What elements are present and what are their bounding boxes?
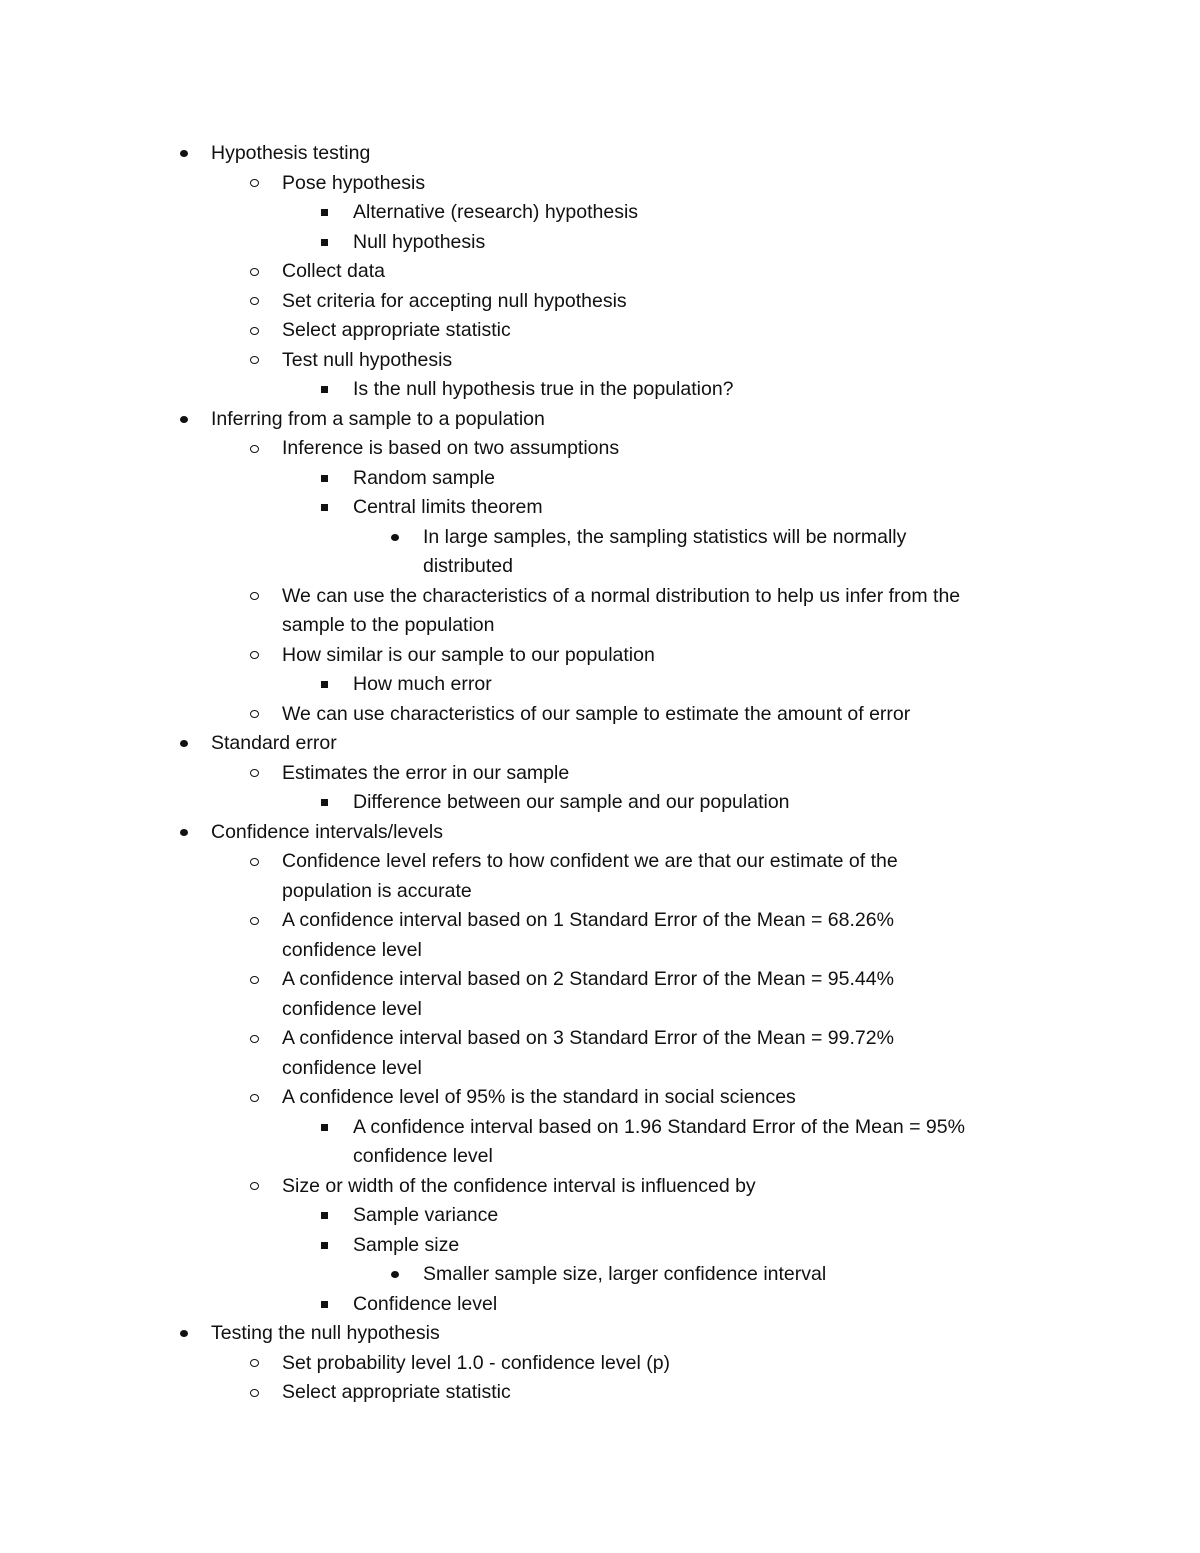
outline-item-level-1 (0, 257, 1200, 287)
outline-item-level-1 (0, 641, 1200, 671)
outline-item-text: Select appropriate statistic (282, 1381, 511, 1403)
document-body (0, 139, 1200, 1408)
outline-item-level-1 (0, 759, 1200, 789)
outline-item-level-0 (0, 818, 1200, 848)
outline-item-text: Confidence intervals/levels (211, 820, 443, 843)
hollow-bullet-icon (248, 1172, 260, 1202)
outline-item-continuation (0, 611, 1200, 641)
outline-item-level-3 (0, 1260, 1200, 1290)
outline-item-text: Confidence level refers to how confident we are that our estimate of the (282, 850, 898, 872)
outline-item-level-1 (0, 316, 1200, 346)
hollow-bullet-icon (248, 965, 260, 995)
hollow-bullet-icon (248, 434, 260, 464)
outline-item-level-1 (0, 169, 1200, 199)
square-bullet-icon (318, 198, 330, 228)
hollow-bullet-icon (248, 582, 260, 612)
outline-item-text: Pose hypothesis (282, 171, 426, 194)
outline-item-level-2 (0, 670, 1200, 700)
outline-item-level-1 (0, 1378, 1200, 1408)
filled-bullet-icon (389, 1260, 401, 1290)
outline-item-level-1 (0, 1172, 1200, 1202)
outline-item-text-continuation: confidence level (353, 1145, 493, 1167)
filled-bullet-icon (178, 1319, 190, 1349)
hollow-bullet-icon (248, 1349, 260, 1379)
outline-item-text: Hypothesis testing (211, 142, 371, 164)
outline-item-text: Central limits theorem (353, 496, 543, 518)
outline-item-text-continuation: sample to the population (282, 614, 495, 636)
outline-item-level-2 (0, 198, 1200, 228)
hollow-bullet-icon (248, 759, 260, 789)
outline-item-level-2 (0, 228, 1200, 258)
hollow-bullet-icon (248, 1378, 260, 1408)
hollow-bullet-icon (248, 287, 260, 317)
outline-item-text: Standard error (211, 732, 337, 754)
outline-item-level-1 (0, 346, 1200, 376)
hollow-bullet-icon (248, 1024, 260, 1054)
outline-item-text: Random sample (353, 466, 495, 489)
filled-bullet-icon (178, 139, 190, 169)
outline-item-level-1 (0, 1024, 1200, 1054)
outline-item-level-2 (0, 1201, 1200, 1231)
outline-item-text: Inference is based on two assumptions (282, 437, 620, 459)
filled-bullet-icon (389, 523, 401, 553)
square-bullet-icon (318, 1231, 330, 1261)
outline-item-text: How similar is our sample to our population (282, 643, 655, 666)
hollow-bullet-icon (248, 641, 260, 671)
outline-item-text: Estimates the error in our sample (282, 761, 570, 784)
square-bullet-icon (318, 670, 330, 700)
outline-item-text: We can use characteristics of our sample to estimate the amount of error (282, 702, 911, 725)
outline-item-level-0 (0, 139, 1200, 169)
hollow-bullet-icon (248, 906, 260, 936)
outline-item-continuation (0, 552, 1200, 582)
outline-item-level-0 (0, 405, 1200, 435)
outline-item-text: Confidence level (353, 1292, 498, 1315)
outline-item-level-2 (0, 1113, 1200, 1143)
filled-bullet-icon (178, 729, 190, 759)
outline-item-text: Smaller sample size, larger confidence interval (423, 1263, 827, 1285)
outline-item-text: Test null hypothesis (282, 348, 453, 371)
square-bullet-icon (318, 788, 330, 818)
outline-item-text: Inferring from a sample to a population (211, 407, 545, 430)
outline-item-level-1 (0, 847, 1200, 877)
outline-item-level-2 (0, 464, 1200, 494)
outline-item-text-continuation: confidence level (282, 1056, 422, 1079)
outline-item-text: A confidence level of 95% is the standard in social sciences (282, 1086, 796, 1108)
outline-item-text: Sample size (353, 1233, 460, 1256)
outline-item-level-1 (0, 1083, 1200, 1113)
outline-item-text: A confidence interval based on 3 Standard Error of the Mean = 99.72% (282, 1027, 894, 1049)
outline-item-text: Select appropriate statistic (282, 319, 511, 341)
outline-item-text: Is the null hypothesis true in the population? (353, 378, 734, 400)
outline-item-level-0 (0, 729, 1200, 759)
square-bullet-icon (318, 1113, 330, 1143)
outline-item-level-1 (0, 700, 1200, 730)
outline-item-text: Set probability level 1.0 - confidence level (p) (282, 1351, 671, 1374)
outline-item-text: Testing the null hypothesis (211, 1322, 440, 1344)
outline-item-level-1 (0, 965, 1200, 995)
outline-item-level-1 (0, 287, 1200, 317)
square-bullet-icon (318, 375, 330, 405)
hollow-bullet-icon (248, 316, 260, 346)
outline-item-level-3 (0, 523, 1200, 553)
outline-item-level-1 (0, 434, 1200, 464)
outline-item-text-continuation: population is accurate (282, 879, 472, 902)
hollow-bullet-icon (248, 169, 260, 199)
square-bullet-icon (318, 228, 330, 258)
hollow-bullet-icon (248, 346, 260, 376)
outline-item-level-1 (0, 906, 1200, 936)
hollow-bullet-icon (248, 1083, 260, 1113)
square-bullet-icon (318, 1201, 330, 1231)
outline-item-text-continuation: confidence level (282, 938, 422, 961)
outline-item-level-2 (0, 493, 1200, 523)
hollow-bullet-icon (248, 257, 260, 287)
hollow-bullet-icon (248, 700, 260, 730)
outline-item-text-continuation: confidence level (282, 997, 422, 1020)
outline-item-text: We can use the characteristics of a normal distribution to help us infer from the (282, 584, 961, 607)
filled-bullet-icon (178, 818, 190, 848)
outline-item-text: Difference between our sample and our population (353, 791, 790, 813)
outline-item-continuation (0, 1142, 1200, 1172)
outline-item-level-1 (0, 582, 1200, 612)
outline-item-continuation (0, 877, 1200, 907)
outline-item-text: A confidence interval based on 1 Standard Error of the Mean = 68.26% (282, 909, 894, 931)
square-bullet-icon (318, 493, 330, 523)
outline-item-text: A confidence interval based on 1.96 Standard Error of the Mean = 95% (353, 1115, 965, 1138)
outline-item-text: Null hypothesis (353, 230, 486, 253)
outline-item-text: Sample variance (353, 1204, 499, 1226)
square-bullet-icon (318, 1290, 330, 1320)
outline-item-text: A confidence interval based on 2 Standard Error of the Mean = 95.44% (282, 968, 894, 990)
outline-item-text: Collect data (282, 260, 385, 282)
outline-item-level-2 (0, 788, 1200, 818)
outline-item-text: Size or width of the confidence interval is influenced by (282, 1174, 756, 1197)
outline-item-text: In large samples, the sampling statistics will be normally (423, 525, 907, 548)
outline-item-continuation (0, 936, 1200, 966)
square-bullet-icon (318, 464, 330, 494)
outline-item-level-1 (0, 1349, 1200, 1379)
hollow-bullet-icon (248, 847, 260, 877)
outline-item-text: Set criteria for accepting null hypothesis (282, 289, 627, 312)
outline-item-continuation (0, 1054, 1200, 1084)
outline-item-text: How much error (353, 673, 492, 695)
outline-item-level-2 (0, 375, 1200, 405)
outline-item-level-2 (0, 1290, 1200, 1320)
filled-bullet-icon (178, 405, 190, 435)
outline-item-level-2 (0, 1231, 1200, 1261)
outline-item-level-0 (0, 1319, 1200, 1349)
outline-item-text-continuation: distributed (423, 555, 513, 577)
outline-item-text: Alternative (research) hypothesis (353, 201, 639, 223)
outline-item-continuation (0, 995, 1200, 1025)
